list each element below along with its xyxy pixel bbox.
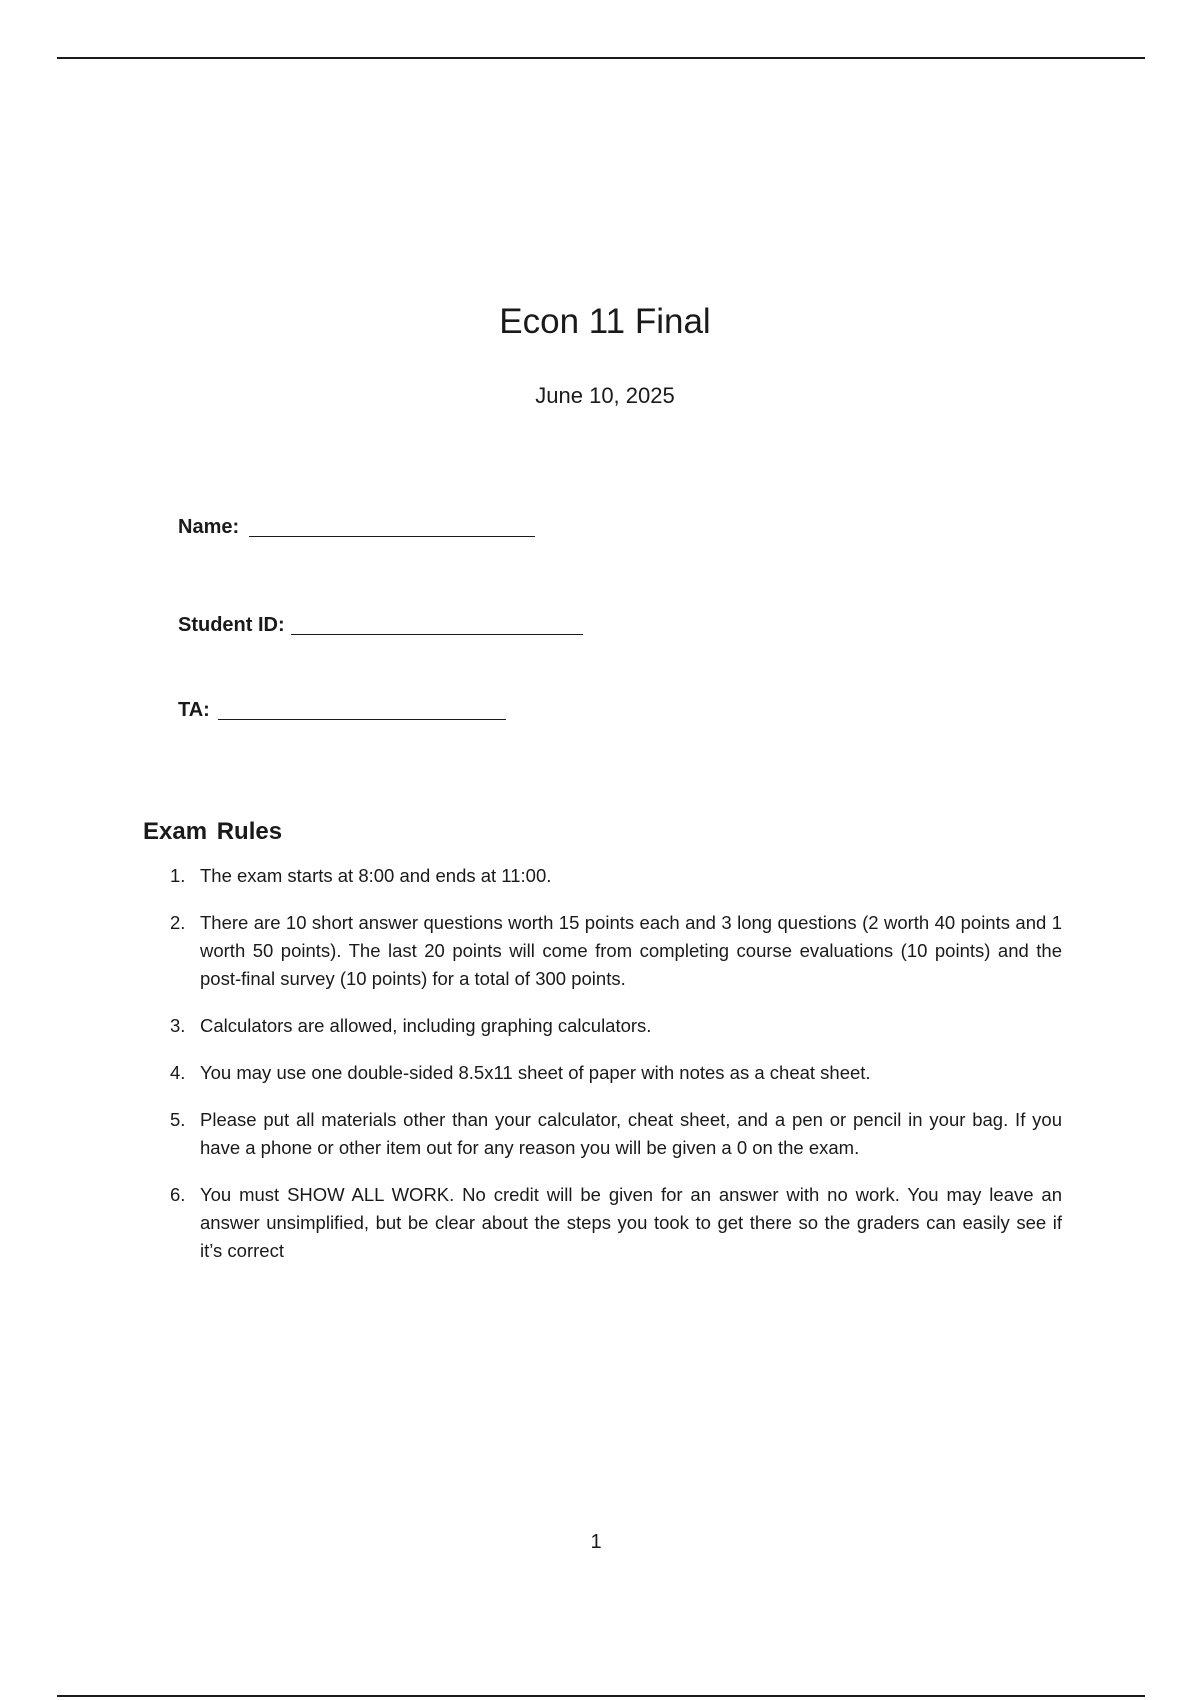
rule-item bbox=[170, 909, 1062, 993]
ta-blank-line[interactable] bbox=[218, 719, 506, 720]
rule-number: 3. bbox=[170, 1015, 186, 1036]
student-id-blank-line[interactable] bbox=[291, 634, 583, 635]
rule-number: 5. bbox=[170, 1109, 186, 1130]
rule-text: You must SHOW ALL WORK. No credit will be given for an answer with no work. You may leave an answer unsimplified, but be clear about the steps you took to get there so the graders can easily see if it’s correct bbox=[200, 1184, 1062, 1261]
rule-item bbox=[170, 1059, 1062, 1087]
rule-item bbox=[170, 1181, 1062, 1265]
student-id-label: Student ID: bbox=[178, 614, 285, 636]
rule-item bbox=[170, 1106, 1062, 1162]
name-blank-line[interactable] bbox=[249, 536, 535, 537]
name-field[interactable] bbox=[178, 513, 535, 541]
exam-title: Econ 11 Final bbox=[499, 302, 711, 341]
exam-date: June 10, 2025 bbox=[535, 383, 675, 408]
rule-number: 6. bbox=[170, 1184, 186, 1205]
student-id-field[interactable] bbox=[178, 611, 583, 639]
rule-text: There are 10 short answer questions worth 15 points each and 3 long questions (2 worth 40 points and 1 worth 50 points). The last 20 points will come from completing course evaluations (10 points) and the post-final survey (10 points) for a total of 300 points. bbox=[200, 912, 1062, 989]
exam-rules-list bbox=[170, 862, 1062, 1284]
rule-text: Please put all materials other than your calculator, cheat sheet, and a pen or pencil in your bag. If you have a phone or other item out for any reason you will be given a 0 on the exam. bbox=[200, 1109, 1062, 1158]
bottom-rule-line bbox=[57, 1695, 1145, 1697]
rule-number: 1. bbox=[170, 865, 186, 886]
ta-field[interactable] bbox=[178, 696, 506, 724]
rule-item bbox=[170, 862, 1062, 890]
rule-number: 4. bbox=[170, 1062, 186, 1083]
rule-text: You may use one double-sided 8.5x11 sheet of paper with notes as a cheat sheet. bbox=[200, 1062, 871, 1083]
ta-label: TA: bbox=[178, 699, 210, 721]
exam-rules-heading: Exam Rules bbox=[143, 818, 283, 845]
rule-item bbox=[170, 1012, 1062, 1040]
rule-text: The exam starts at 8:00 and ends at 11:00. bbox=[200, 865, 552, 886]
top-rule-line bbox=[57, 57, 1145, 59]
rule-text: Calculators are allowed, including graphing calculators. bbox=[200, 1015, 652, 1036]
name-label: Name: bbox=[178, 516, 240, 538]
rule-number: 2. bbox=[170, 912, 186, 933]
page-number: 1 bbox=[590, 1531, 602, 1553]
